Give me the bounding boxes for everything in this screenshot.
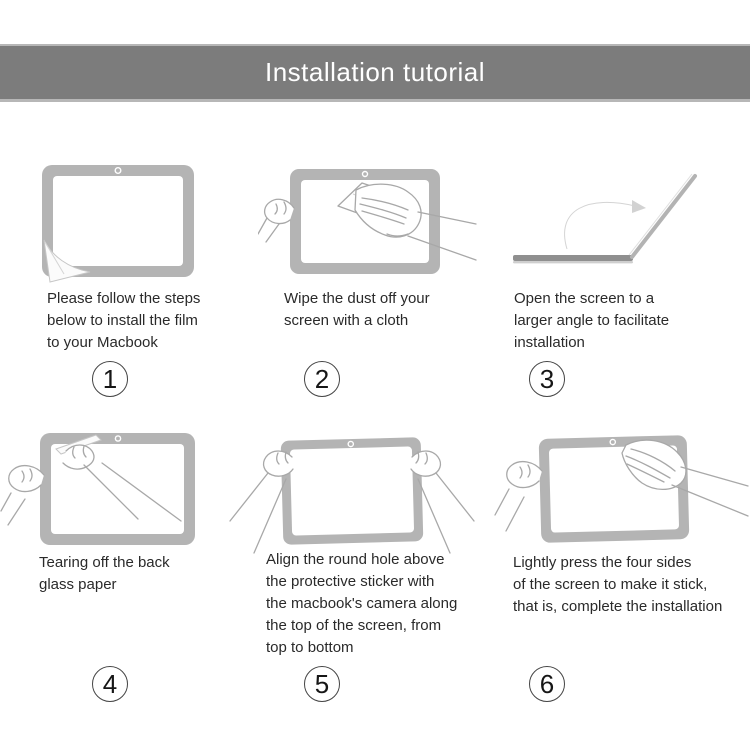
step-text-line: of the screen to make it stick, — [513, 576, 708, 593]
step-text-line: Lightly press the four sides — [513, 554, 692, 571]
step-3-description — [514, 288, 669, 354]
step-text-line: the top of the screen, from — [266, 617, 442, 634]
step-4-description — [39, 552, 170, 596]
macbook-film-corner-peel-illustration — [28, 156, 208, 284]
step-5-description — [266, 549, 457, 659]
step-2-description — [284, 288, 430, 332]
step-text-line: to your Macbook — [47, 334, 158, 351]
step-1-number-badge: 1 — [92, 361, 128, 397]
step-text-line: Open the screen to a — [514, 290, 655, 307]
tear-back-paper-illustration — [0, 423, 224, 553]
step-text-line: Align the round hole above — [266, 551, 445, 568]
step-text-line: glass paper — [39, 576, 117, 593]
step-text-line: Please follow the steps — [47, 290, 201, 307]
step-text-line: Wipe the dust off your — [284, 290, 430, 307]
step-text-line: larger angle to facilitate — [514, 312, 670, 329]
step-text-line: top to bottom — [266, 639, 354, 656]
step-3-number-badge: 3 — [529, 361, 565, 397]
step-text-line: the macbook's camera along — [266, 595, 458, 612]
step-text-line: Tearing off the back — [39, 554, 170, 571]
step-text-line: below to install the film — [47, 312, 198, 329]
step-1-description — [47, 288, 200, 354]
step-6-description — [513, 552, 722, 618]
tutorial-title: Installation tutorial — [264, 57, 486, 87]
step-text-line: installation — [514, 334, 585, 351]
press-screen-edges-illustration — [494, 423, 750, 553]
step-text-line: screen with a cloth — [284, 312, 409, 329]
align-film-with-camera-illustration — [224, 423, 480, 558]
open-laptop-angle-illustration — [505, 163, 705, 275]
step-4-number-badge: 4 — [92, 666, 128, 702]
step-5-number-badge: 5 — [304, 666, 340, 702]
step-text-line: that is, complete the installation — [513, 598, 723, 615]
step-6-number-badge: 6 — [529, 666, 565, 702]
wipe-screen-with-cloth-illustration — [258, 154, 478, 284]
step-text-line: the protective sticker with — [266, 573, 435, 590]
header-bar — [0, 44, 750, 102]
step-2-number-badge: 2 — [304, 361, 340, 397]
